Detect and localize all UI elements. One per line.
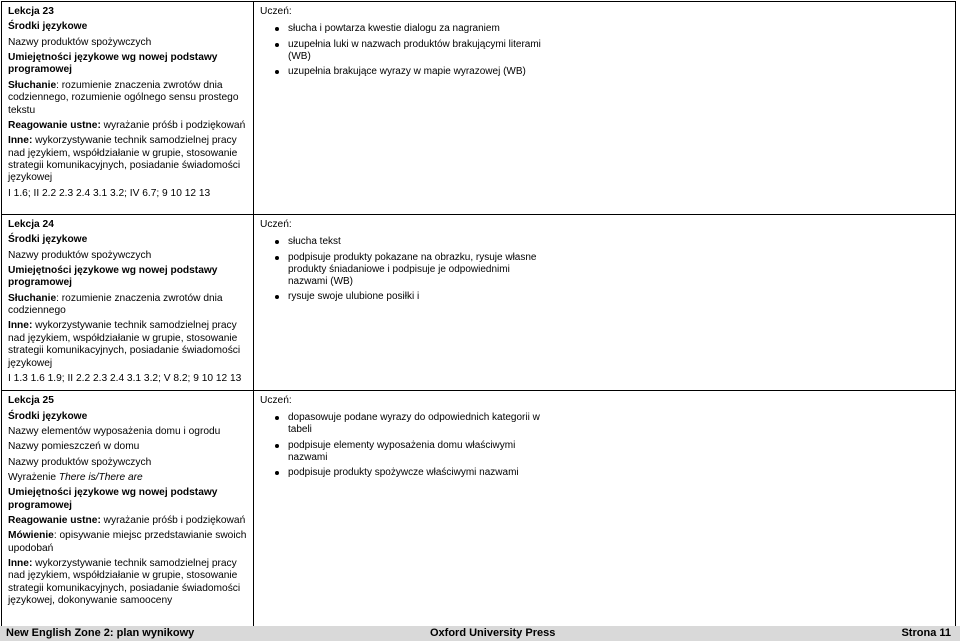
uczen-label: Uczeń:	[260, 6, 292, 17]
bullet-icon	[275, 256, 279, 260]
footer-publisher: Oxford University Press	[430, 627, 556, 639]
bullet-icon	[275, 416, 279, 420]
outcome-item: słucha tekst	[288, 236, 548, 248]
skill-text: wykorzystywanie technik samodzielnej pracy nad językiem, współdziałanie w grupie, stosowanie strategii komunikacyjnych, posiadanie świadomości językowej	[8, 135, 241, 184]
skill-label: Inne:	[8, 320, 33, 332]
bullet-icon	[275, 70, 279, 74]
umiejetnosci-heading: Umiejętności językowe wg nowej podstawy programowej	[8, 265, 218, 289]
bullet-icon	[275, 240, 279, 244]
footer-title: New English Zone 2: plan wynikowy	[6, 627, 195, 639]
vocab-item: Nazwy produktów spożywczych	[8, 249, 152, 261]
skill-item	[8, 515, 248, 527]
skill-text: wykorzystywanie technik samodzielnej pracy nad językiem, współdziałanie w grupie, stosowanie strategii komunikacyjnych, posiadanie świadomości językowej, dokonywanie samooceny	[8, 557, 241, 607]
outcome-item: słucha i powtarza kwestie dialogu za nagraniem	[288, 23, 548, 35]
skill-text: : opisywanie miejsc przedstawianie swoich upodobań	[8, 530, 247, 554]
srodki-heading: Środki językowe	[8, 21, 88, 33]
skill-text: wyrażanie próśb i podziękowań	[100, 119, 246, 131]
outcomes-list	[260, 236, 548, 303]
lesson-row	[2, 391, 956, 631]
skill-label: Inne:	[8, 135, 33, 147]
outcome-item: podpisuje produkty spożywcze właściwymi nazwami	[288, 467, 548, 479]
page-footer	[0, 626, 960, 641]
vocab-item: Nazwy produktów spożywczych	[8, 456, 152, 468]
outcome-item: podpisuje produkty pokazane na obrazku, rysuje własne produkty śniadaniowe i podpisuje je odpowiednimi nazwami (WB)	[288, 252, 548, 288]
skill-label: Słuchanie	[8, 79, 57, 91]
bullet-icon	[275, 471, 279, 475]
lesson-title: Lekcja 25	[8, 395, 54, 407]
vocab-item: Nazwy elementów wyposażenia domu i ogrodu	[8, 425, 221, 437]
lesson-row	[2, 2, 956, 215]
curriculum-codes: I 1.6; II 2.2 2.3 2.4 3.1 3.2; IV 6.7; 9 10 12 13	[8, 187, 211, 199]
outcome-item: rysuje swoje ulubione posiłki i	[288, 291, 548, 303]
skill-label: Inne:	[8, 557, 33, 569]
skill-text: wyrażanie próśb i podziękowań	[100, 514, 246, 526]
lesson-plan-table	[1, 1, 956, 631]
uczen-label: Uczeń:	[260, 219, 292, 230]
outcome-item: uzupełnia luki w nazwach produktów brakującymi literami (WB)	[288, 39, 548, 63]
skill-item	[8, 293, 248, 318]
bullet-icon	[275, 27, 279, 31]
skill-item	[8, 120, 248, 132]
umiejetnosci-heading: Umiejętności językowe wg nowej podstawy programowej	[8, 487, 218, 511]
lesson-content-cell	[2, 2, 254, 215]
skill-item	[8, 530, 248, 555]
skill-item	[8, 558, 248, 608]
vocab-item: Nazwy produktów spożywczych	[8, 36, 152, 48]
lesson-content-cell	[2, 391, 254, 631]
curriculum-codes: I 1.3 1.6 1.9; II 2.2 2.3 2.4 3.1 3.2; V 8.2; 9 10 12 13	[8, 372, 242, 384]
outcomes-cell	[254, 215, 956, 391]
skill-item	[8, 320, 248, 370]
lesson-title: Lekcja 24	[8, 219, 54, 230]
phrase-italic: There is/There are	[58, 471, 143, 483]
skill-text: wykorzystywanie technik samodzielnej pracy nad językiem, współdziałanie w grupie, stosowanie strategii komunikacyjnych, posiadanie świadomości językowej	[8, 320, 241, 369]
skill-item	[8, 80, 248, 117]
skill-label: Reagowanie ustne:	[8, 514, 101, 526]
skill-label: Mówienie	[8, 530, 54, 542]
phrase-item: Wyrażenie There is/There are	[8, 471, 143, 483]
skill-label: Reagowanie ustne:	[8, 119, 101, 131]
footer-page-number: Strona 11	[901, 627, 951, 639]
outcomes-cell	[254, 391, 956, 631]
bullet-icon	[275, 43, 279, 47]
lesson-title: Lekcja 23	[8, 6, 54, 17]
outcomes-list	[260, 23, 548, 78]
bullet-icon	[275, 295, 279, 299]
lesson-row	[2, 215, 956, 391]
outcome-item: dopasowuje podane wyrazy do odpowiednich kategorii w tabeli	[288, 412, 548, 436]
skill-label: Słuchanie	[8, 292, 57, 304]
srodki-heading: Środki językowe	[8, 410, 88, 422]
lesson-content-cell	[2, 215, 254, 391]
umiejetnosci-heading: Umiejętności językowe wg nowej podstawy programowej	[8, 52, 218, 76]
skill-text: : rozumienie znaczenia zwrotów dnia codziennego, rozumienie ogólnego sensu prostego tekstu	[8, 79, 239, 116]
srodki-heading: Środki językowe	[8, 234, 88, 246]
outcome-item: podpisuje elementy wyposażenia domu właściwymi nazwami	[288, 440, 548, 464]
outcome-item: uzupełnia brakujące wyrazy w mapie wyrazowej (WB)	[288, 66, 548, 78]
skill-text: : rozumienie znaczenia zwrotów dnia codziennego	[8, 292, 223, 317]
bullet-icon	[275, 444, 279, 448]
uczen-label: Uczeń:	[260, 395, 292, 407]
skill-item	[8, 135, 248, 185]
outcomes-cell	[254, 2, 956, 215]
outcomes-list	[260, 412, 548, 479]
vocab-item: Nazwy pomieszczeń w domu	[8, 441, 140, 453]
